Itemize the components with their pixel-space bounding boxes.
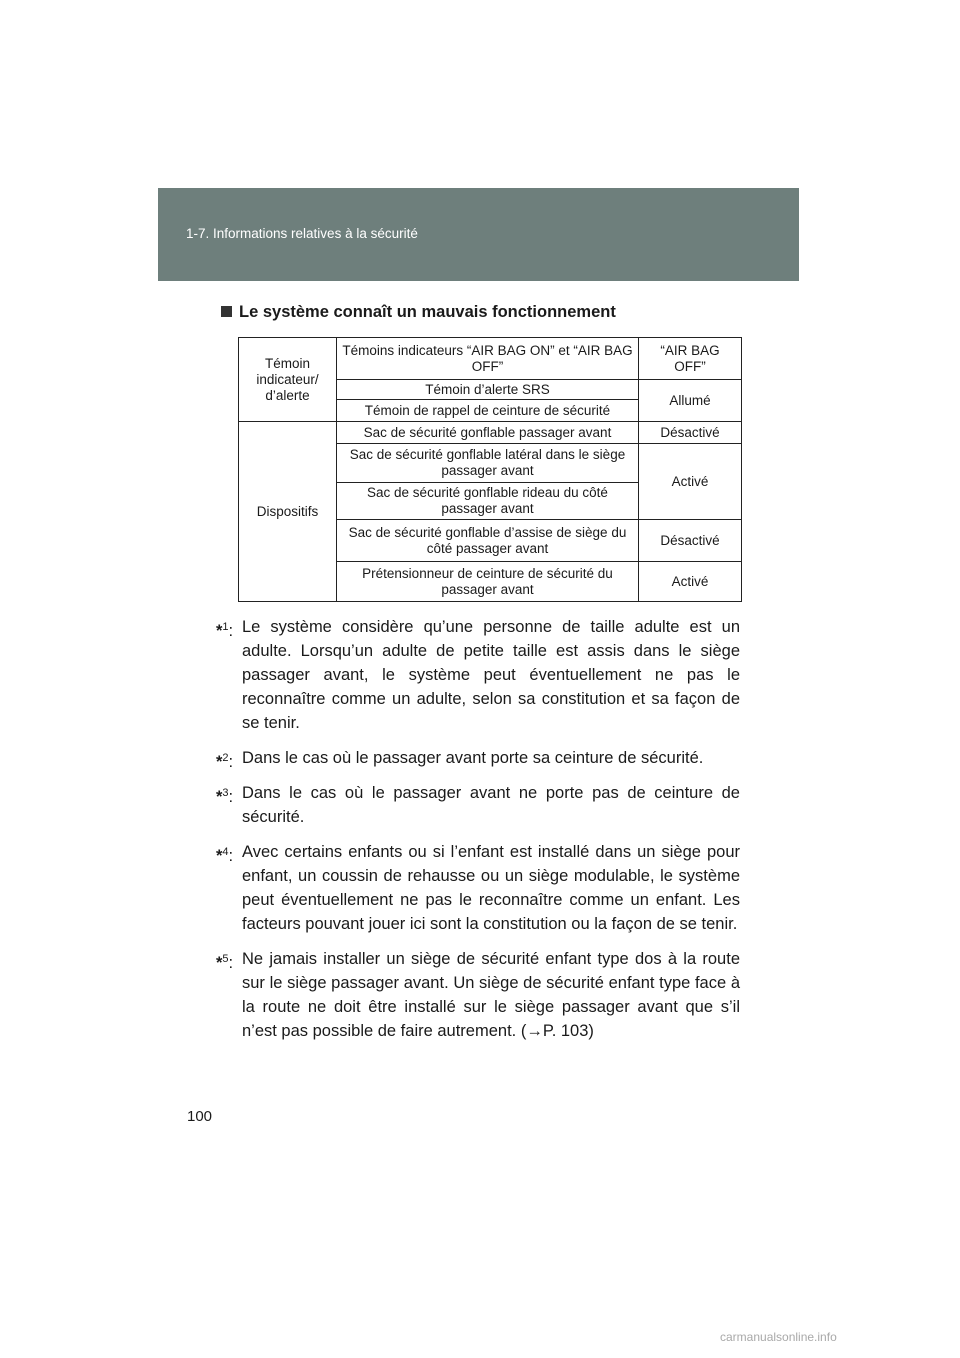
footnotes — [216, 615, 740, 1054]
table-cell-value: Allumé — [639, 380, 742, 422]
watermark: carmanualsonline.info — [720, 1330, 837, 1344]
table-cell-value: “AIR BAG OFF” — [639, 338, 742, 380]
footnote-item — [216, 781, 740, 829]
footnote-marker: *$^3$: — [216, 787, 234, 806]
table-cell-item: Prétensionneur de ceinture de sécurité du passager avant — [337, 562, 639, 602]
table-cell-item: Sac de sécurité gonflable rideau du côté passager avant — [337, 483, 639, 520]
footnote-text: Avec certains enfants ou si l’enfant est installé dans un siège pour enfant, un coussin de rehausse ou un siège modulable, le système peut éventuellement ne pas le reconnaître comme un enfant. Les facteurs pouvant jouer ici sont la constitution ou la façon de se tenir. — [242, 843, 740, 933]
footnote-marker: *$^4$: — [216, 846, 234, 865]
group-label-devices: Dispositifs — [239, 422, 337, 602]
footnote-text: Dans le cas où le passager avant porte sa ceinture de sécurité. — [242, 749, 704, 767]
table-cell-item: Témoin d’alerte SRS — [337, 380, 639, 400]
square-bullet-icon — [221, 306, 232, 317]
footnote-item — [216, 746, 740, 770]
group-label-indicators: Témoin indicateur/ d’alerte — [239, 338, 337, 422]
footnote-marker: *$^1$: — [216, 621, 234, 640]
section-heading — [221, 303, 616, 322]
table-cell-item: Sac de sécurité gonflable latéral dans le siège passager avant — [337, 444, 639, 483]
header-band — [158, 188, 799, 281]
table-cell-value: Désactivé — [639, 422, 742, 444]
footnote-item — [216, 615, 740, 735]
footnote-item — [216, 840, 740, 936]
footnote-item — [216, 947, 740, 1043]
page-number: 100 — [187, 1108, 213, 1125]
table-cell-value: Désactivé — [639, 520, 742, 562]
footnote-marker: *$^5$: — [216, 953, 234, 972]
table-cell-item: Sac de sécurité gonflable d’assise de siège du côté passager avant — [337, 520, 639, 562]
section-title: 1-7. Informations relatives à la sécurité — [186, 226, 418, 241]
section-heading-text: Le système connaît un mauvais fonctionnement — [239, 303, 616, 321]
table-row — [239, 422, 742, 444]
footnote-text: Le système considère qu’une personne de taille adulte est un adulte. Lorsqu’un adulte de petite taille est assis dans le siège passager avant, le système peut éventuellement ne pas le reconnaître comme un adulte, selon sa constitution et sa façon de se tenir. — [242, 618, 740, 732]
table-cell-item: Sac de sécurité gonflable passager avant — [337, 422, 639, 444]
table-cell-value: Activé — [639, 562, 742, 602]
table-cell-item: Témoin de rappel de ceinture de sécurité — [337, 400, 639, 422]
footnote-text: Ne jamais installer un siège de sécurité enfant type dos à la route sur le siège passager avant. Un siège de sécurité enfant type face à la route ne doit être installé sur le siège passager avant que s’il n’est pas possible de faire autrement. (→P. 103) — [242, 950, 740, 1040]
table-cell-value: Activé — [639, 444, 742, 520]
status-table — [238, 337, 742, 602]
footnote-text: Dans le cas où le passager avant ne porte pas de ceinture de sécurité. — [242, 784, 740, 826]
footnote-marker: *$^2$: — [216, 752, 234, 771]
table-cell-item: Témoins indicateurs “AIR BAG ON” et “AIR BAG OFF” — [337, 338, 639, 380]
table-row — [239, 338, 742, 380]
